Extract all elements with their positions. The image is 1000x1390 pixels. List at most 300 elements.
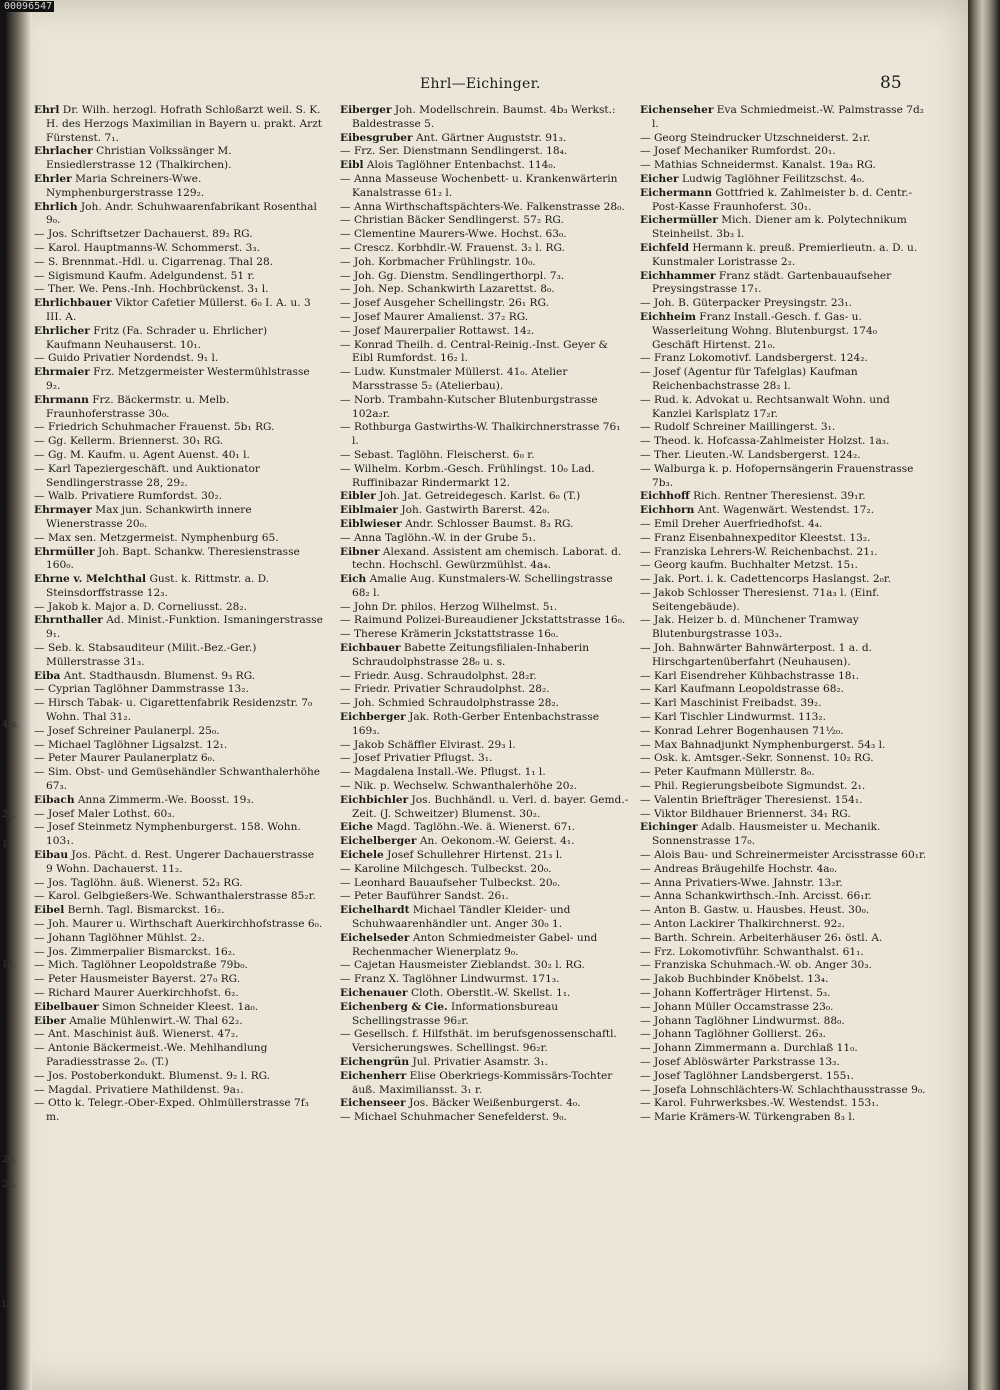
entry-details: — Johann Kofferträger Hirtenst. 5₃. [640, 987, 831, 999]
directory-entry [640, 518, 927, 532]
entry-details: — Franziska Schuhmach.-W. ob. Anger 30₃. [640, 959, 872, 972]
entry-details: — Johann Zimmermann a. Durchlaß 11₀. [640, 1042, 858, 1055]
entry-details: — Friedrich Schuhmacher Frauenst. 5b₁ RG. [34, 421, 275, 434]
entry-details: Fritz (Fa. Schrader u. Ehrlicher) Kaufmann Neuhauserst. 10₁. [46, 324, 268, 351]
entry-details: — Guido Privatier Nordendst. 9₁ l. [34, 352, 219, 365]
entry-surname: Ehrlacher [34, 145, 93, 158]
entry-surname: Eichheim [640, 310, 696, 323]
directory-entry [340, 297, 630, 311]
entry-details: — Karl Eisendreher Kühbachstrasse 18₁. [640, 669, 860, 682]
entry-details: — Max sen. Metzgermeist. Nymphenburg 65. [34, 531, 279, 544]
entry-surname: Eibesgruber [340, 131, 413, 144]
directory-entry [640, 159, 927, 173]
entry-details: — Karol. Fuhrwerksbes.-W. Westendst. 153₁. [640, 1097, 879, 1110]
entry-details: Informationsbureau Schellingstrasse 96₂r. [352, 1000, 559, 1027]
directory-entry [34, 601, 324, 615]
entry-details: — Raimund Polizei-Bureaudiener Jckstattstrasse 16₀. [340, 614, 626, 627]
directory-entry [340, 132, 630, 146]
directory-entry [340, 642, 630, 670]
entry-details: — Hirsch Tabak- u. Cigarettenfabrik Residenzstr. 7₀ Wohn. Thal 31₂. [34, 697, 313, 724]
directory-entry [640, 104, 927, 132]
entry-surname: Eichbauer [340, 642, 401, 655]
entry-details: — Josef Mechaniker Rumfordst. 20₁. [640, 145, 836, 158]
entry-surname: Eiberger [340, 104, 392, 116]
entry-surname: Eichermüller [640, 214, 718, 227]
entry-details: — Josef Maurer Amalienst. 37₂ RG. [340, 310, 529, 323]
entry-details: — Karl Kaufmann Leopoldstrasse 68₂. [640, 683, 845, 696]
entry-details: — Ludw. Kunstmaler Müllerst. 41₀. Atelier Marsstrasse 5₂ (Atelierbau). [340, 366, 568, 392]
directory-entry [640, 366, 927, 394]
directory-entry [34, 104, 324, 145]
entry-details: — Phil. Regierungsbeibote Sigmundst. 2₁. [640, 780, 866, 793]
directory-entry [340, 932, 630, 960]
directory-entry [640, 504, 927, 518]
directory-entry [640, 752, 927, 766]
directory-entry [340, 449, 630, 463]
entry-surname: Eichenberg & Cie. [340, 1000, 448, 1013]
entry-details: Max jun. Schankwirth innere Wienerstrasse 20₀. [46, 504, 252, 530]
entry-surname: Eiche [340, 821, 373, 834]
entry-surname: Ehrmann [34, 393, 89, 406]
directory-entry [34, 1070, 324, 1084]
entry-details: Jos. Buchhändl. u. Verl. d. bayer. Gemd.-Zeit. (J. Schweitzer) Blumenst. 30₂. [352, 793, 629, 820]
entry-details: — Joh. Maurer u. Wirthschaft Auerkirchhofstrasse 6₀. [34, 918, 323, 931]
directory-entry [34, 325, 324, 353]
entry-details: Christian Volkssänger M. Ensiedlerstrasse 12 (Thalkirchen). [46, 145, 232, 172]
directory-entry [640, 559, 927, 573]
margin-fragment: 1. [2, 840, 11, 850]
entry-details: — Emil Dreher Auerfriedhofst. 4₄. [640, 517, 823, 530]
directory-entry [340, 159, 630, 173]
directory-entry [34, 283, 324, 297]
entry-details: Mich. Diener am k. Polytechnikum Steinheilst. 3b₃ l. [652, 214, 907, 241]
directory-entry [640, 766, 927, 780]
entry-details: — Gg. M. Kaufm. u. Agent Auenst. 40₁ l. [34, 448, 250, 461]
directory-entry [340, 601, 630, 615]
directory-entry [640, 877, 927, 891]
entry-details: Hermann k. preuß. Premierlieutn. a. D. u. Kunstmaler Loristrasse 2₂. [652, 241, 918, 268]
entry-details: — Magdalena Install.-We. Pflugst. 1₁ l. [340, 766, 546, 779]
directory-entry [640, 642, 927, 670]
entry-details: — Josef Steinmetz Nymphenburgerst. 158. Wohn. 103₁. [34, 821, 301, 848]
directory-entry [640, 311, 927, 352]
directory-entry [340, 1070, 630, 1098]
directory-entry [640, 187, 927, 215]
entry-details: — Jakob Schäffler Elvirast. 29₃ l. [340, 738, 516, 751]
entry-details: — John Dr. philos. Herzog Wilhelmst. 5₁. [340, 600, 558, 613]
entry-details: — Mathias Schneidermst. Kanalst. 19a₃ RG. [640, 159, 876, 172]
directory-entry [340, 863, 630, 877]
entry-details: Magd. Taglöhn.-We. ä. Wienerst. 67₁. [373, 821, 576, 834]
entry-details: Ant. Gärtner Auguststr. 91₃. [412, 131, 567, 144]
entry-details: — Anton Lackirer Thalkirchnerst. 92₂. [640, 918, 846, 931]
entry-details: — Joh. Korbmacher Frühlingstr. 10₀. [340, 255, 536, 268]
directory-entry [340, 1028, 630, 1056]
directory-entry [640, 1056, 927, 1070]
directory-entry [34, 421, 324, 435]
entry-surname: Eichenauer [340, 987, 408, 999]
directory-entry [340, 614, 630, 628]
entry-details: Anna Zimmerm.-We. Boosst. 19₃. [74, 793, 254, 806]
directory-entry [34, 1015, 324, 1029]
directory-entry [640, 421, 927, 435]
entry-details: — Jos. Schriftsetzer Dachauerst. 89₂ RG. [34, 228, 253, 241]
entry-surname: Eichberger [340, 711, 406, 724]
entry-details: — Konrad Theilh. d. Central-Reinig.-Inst. Geyer & Eibl Rumfordst. 16₂ l. [340, 338, 608, 365]
directory-entry [640, 1028, 927, 1042]
entry-details: Amalie Mühlenwirt.-W. Thal 62₂. [65, 1014, 243, 1027]
entry-details: — Georg Steindrucker Utzschneiderst. 2₁r. [640, 131, 871, 144]
directory-entry [34, 683, 324, 697]
directory-entry [640, 449, 927, 463]
entry-details: — Jakob Schlosser Theresienst. 71a₃ l. (Einf. Seitengebäude). [640, 586, 880, 613]
entry-details: — Franz Lokomotivf. Landsbergerst. 124₂. [640, 352, 868, 365]
directory-entry [640, 242, 927, 270]
directory-entry [340, 463, 630, 491]
entry-surname: Eichfeld [640, 241, 689, 254]
directory-entry [340, 959, 630, 973]
directory-entry [34, 821, 324, 849]
directory-entry [34, 1084, 324, 1098]
directory-entry [34, 614, 324, 642]
directory-entry [640, 270, 927, 298]
directory-entry [340, 573, 630, 601]
entry-details: — Peter Bauführer Sandst. 26₁. [340, 890, 509, 903]
entry-details: — Johann Müller Occamstrasse 23₀. [640, 1000, 834, 1013]
directory-entry [34, 1028, 324, 1042]
entry-details: Eva Schmiedmeist.-W. Palmstrasse 7d₂ l. [652, 104, 924, 130]
entry-surname: Ehrlicher [34, 324, 90, 337]
directory-entry [640, 918, 927, 932]
directory-entry [640, 394, 927, 422]
directory-entry [34, 725, 324, 739]
entry-details: Ad. Minist.-Funktion. Ismaningerstrasse 9₁. [46, 614, 323, 641]
directory-entry [640, 711, 927, 725]
column-3 [640, 104, 927, 1374]
directory-entry [340, 504, 630, 518]
entry-details: — Johann Taglöhner Gollierst. 26₃. [640, 1028, 827, 1041]
entry-details: Jos. Bäcker Weißenburgerst. 4₀. [405, 1097, 581, 1110]
entry-details: — Joh. B. Güterpacker Preysingstr. 23₁. [640, 297, 852, 310]
directory-entry [640, 614, 927, 642]
entry-details: — Rudolf Schreiner Maillingerst. 3₁. [640, 421, 836, 434]
entry-surname: Eichhammer [640, 269, 716, 282]
directory-entry [640, 1084, 927, 1098]
margin-fragment: L. [2, 1300, 11, 1310]
entry-details: Alois Taglöhner Entenbachst. 114₀. [363, 159, 556, 172]
entry-details: — Seb. k. Stabsauditeur (Milit.-Bez.-Ger.) Müllerstrasse 31₃. [34, 642, 257, 668]
directory-entry [340, 711, 630, 739]
directory-entry [640, 670, 927, 684]
entry-details: Jos. Pächt. d. Rest. Ungerer Dachauerstrasse 9 Wohn. Dachauerst. 11₂. [46, 849, 314, 875]
entry-details: Ludwig Taglöhner Feilitzschst. 4₀. [678, 172, 865, 185]
entry-surname: Ehrnthaller [34, 614, 103, 627]
directory-entry [340, 145, 630, 159]
directory-entry [34, 532, 324, 546]
directory-entry [34, 808, 324, 822]
directory-entry [34, 366, 324, 394]
directory-entry [34, 573, 324, 601]
entry-surname: Eibach [34, 793, 75, 806]
entry-details: — Crescz. Korbhdlr.-W. Frauenst. 3₂ l. RG. [340, 241, 565, 254]
entry-details: — Josef Maler Lothst. 60₃. [34, 807, 175, 820]
entry-details: — Friedr. Ausg. Schraudolphst. 28₂r. [340, 669, 537, 682]
directory-entry [340, 766, 630, 780]
entry-details: — Osk. k. Amtsger.-Sekr. Sonnenst. 10₂ RG. [640, 752, 874, 765]
directory-entry [34, 849, 324, 877]
entry-surname: Eichengrün [340, 1055, 410, 1068]
entry-surname: Eibelbauer [34, 1000, 99, 1013]
entry-details: — Norb. Trambahn-Kutscher Blutenburgstrasse 102a₂r. [340, 393, 598, 420]
entry-details: — Peter Hausmeister Bayerst. 27₀ RG. [34, 973, 241, 986]
directory-entry [340, 1056, 630, 1070]
entry-details: — Konrad Lehrer Bogenhausen 71½₀. [640, 724, 844, 737]
entry-details: — Karol. Hauptmanns-W. Schommerst. 3₃. [34, 241, 260, 254]
entry-details: Jul. Privatier Asamstr. 3₁. [409, 1055, 549, 1068]
entry-surname: Eichele [340, 849, 384, 862]
directory-entry [640, 697, 927, 711]
entry-details: — Joh. Bahnwärter Bahnwärterpost. 1 a. d. Hirschgartenüberfahrt (Neuhausen). [640, 642, 872, 668]
directory-entry [34, 918, 324, 932]
entry-details: — Josef (Agentur für Tafelglas) Kaufman Reichenbachstrasse 28₂ l. [640, 366, 858, 392]
directory-entry [640, 145, 927, 159]
entry-surname: Eiblwieser [340, 517, 402, 530]
directory-entry [340, 256, 630, 270]
entry-details: — Joh. Gg. Dienstm. Sendlingerthorpl. 7₃. [340, 269, 565, 282]
directory-entry [34, 1001, 324, 1015]
entry-details: Bernh. Tagl. Bismarckst. 16₂. [64, 904, 225, 917]
entry-details: — Max Bahnadjunkt Nymphenburgerst. 54₃ l. [640, 738, 886, 751]
entry-details: — Anna Schankwirthsch.-Inh. Arcisst. 66₁r. [640, 890, 872, 903]
directory-entry [34, 435, 324, 449]
entry-details: Franz städt. Gartenbauaufseher Preysingstrasse 17₁. [652, 269, 892, 296]
entry-details: Amalie Aug. Kunstmalers-W. Schellingstrasse 68₂ l. [352, 573, 613, 599]
entry-details: — Jos. Zimmerpalier Bismarckst. 16₂. [34, 945, 236, 958]
entry-details: — Josef Taglöhner Landsbergerst. 155₁. [640, 1069, 854, 1082]
entry-details: Elise Oberkriegs-Kommissärs-Tochter äuß. Maximiliansst. 3₁ r. [352, 1069, 613, 1096]
directory-entry [640, 1097, 927, 1111]
directory-entry [640, 435, 927, 449]
directory-entry [640, 794, 927, 808]
entry-surname: Eichenseher [640, 104, 714, 116]
directory-entry [340, 904, 630, 932]
directory-entry [640, 973, 927, 987]
directory-entry [340, 325, 630, 339]
directory-entry [34, 463, 324, 491]
directory-entry [340, 283, 630, 297]
entry-surname: Eibl [340, 159, 364, 172]
directory-entry [34, 932, 324, 946]
directory-entry [34, 959, 324, 973]
entry-details: — Sim. Obst- und Gemüsehändler Schwanthalerhöhe 67₃. [34, 766, 321, 793]
directory-entry [34, 173, 324, 201]
entry-details: — Theod. k. Hofcassa-Zahlmeister Holzst. 1a₃. [640, 435, 890, 448]
entry-details: — Georg kaufm. Buchhalter Metzst. 15₁. [640, 559, 858, 572]
entry-details: — Jakob k. Major a. D. Corneliusst. 28₂. [34, 600, 247, 613]
entry-surname: Eichinger [640, 821, 698, 834]
entry-details: — Jos. Taglöhn. äuß. Wienerst. 52₃ RG. [34, 876, 243, 889]
directory-entry [340, 339, 630, 367]
directory-entry [340, 739, 630, 753]
directory-entry [340, 490, 630, 504]
entry-details: — Andreas Bräugehilfe Hochstr. 4a₀. [640, 862, 838, 875]
entry-details: Joh. Modellschrein. Baumst. 4b₃ Werkst.: Baldestrasse 5. [352, 104, 616, 130]
entry-details: — Walb. Privatiere Rumfordst. 30₂. [34, 490, 223, 503]
entry-surname: Ehrlichbauer [34, 297, 112, 310]
entry-details: — Michael Taglöhner Ligsalzst. 12₁. [34, 738, 228, 751]
directory-entry [640, 1111, 927, 1125]
directory-entry [34, 297, 324, 325]
entry-details: — Christian Bäcker Sendlingerst. 57₂ RG. [340, 214, 564, 227]
directory-entry [340, 835, 630, 849]
directory-entry [34, 739, 324, 753]
directory-entry [340, 780, 630, 794]
directory-entry [640, 1042, 927, 1056]
entry-details: — Sebast. Taglöhn. Fleischerst. 6₀ r. [340, 448, 535, 461]
margin-fragment: 4m. [2, 720, 20, 730]
directory-entry [340, 821, 630, 835]
entry-details: — Anna Wirthschaftspächters-We. Falkenstrasse 28₀. [340, 200, 625, 213]
directory-entry [34, 270, 324, 284]
directory-entry [640, 849, 927, 863]
entry-details: Joh. Gastwirth Barerst. 42₀. [397, 504, 550, 517]
entry-details: — Ant. Maschinist äuß. Wienerst. 47₂. [34, 1028, 239, 1041]
directory-entry [340, 532, 630, 546]
entry-details: — Leonhard Bauaufseher Tulbeckst. 20₀. [340, 876, 561, 889]
directory-entry [640, 959, 927, 973]
entry-details: Frz. Metzgermeister Westermühlstrasse 9₂. [46, 366, 310, 392]
entry-surname: Eichelseder [340, 931, 410, 944]
entry-details: — S. Brennmat.-Hdl. u. Cigarrenag. Thal 28. [34, 255, 274, 268]
directory-entry [340, 228, 630, 242]
entry-details: — Otto k. Telegr.-Ober-Exped. Ohlmüllerstrasse 7f₃ m. [34, 1097, 309, 1124]
directory-entry [34, 242, 324, 256]
entry-details: — Sigismund Kaufm. Adelgundenst. 51 r. [34, 269, 255, 282]
entry-details: — Nik. p. Wechselw. Schwanthalerhöhe 20₂. [340, 780, 578, 793]
entry-details: Joh. Jat. Getreidegesch. Karlst. 6₀ (T.) [375, 490, 581, 503]
directory-entry [640, 297, 927, 311]
entry-details: Ant. Stadthausdn. Blumenst. 9₃ RG. [60, 669, 256, 682]
directory-entry [640, 932, 927, 946]
entry-details: Josef Schullehrer Hirtenst. 21₃ l. [383, 849, 563, 862]
entry-surname: Eibner [340, 545, 380, 558]
entry-details: — Clementine Maurers-Wwe. Hochst. 63₀. [340, 228, 567, 241]
entry-details: Viktor Cafetier Müllerst. 6₀ I. A. u. 3 III. A. [46, 297, 311, 323]
directory-entry [34, 546, 324, 574]
directory-entry [340, 311, 630, 325]
margin-fragment: 24. [2, 1180, 17, 1190]
entry-details: Cloth. Oberstlt.-W. Skellst. 1₁. [407, 987, 571, 999]
entry-details: — Ther. Lieuten.-W. Landsbergerst. 124₂. [640, 448, 861, 461]
entry-details: — Frz. Lokomotivführ. Schwanthalst. 61₁. [640, 945, 864, 958]
entry-details: — Rothburga Gastwirths-W. Thalkirchnerstrasse 76₁ l. [340, 421, 621, 448]
directory-entry [640, 1015, 927, 1029]
directory-entry [640, 352, 927, 366]
directory-entry [34, 697, 324, 725]
entry-surname: Ehrne v. Melchthal [34, 573, 147, 586]
entry-details: — Franz X. Taglöhner Lindwurmst. 171₃. [340, 973, 560, 986]
entry-surname: Eiber [34, 1014, 66, 1027]
entry-details: — Cyprian Taglöhner Dammstrasse 13₂. [34, 683, 249, 696]
directory-entry [34, 946, 324, 960]
directory-entry [640, 739, 927, 753]
entry-details: — Josef Privatier Pflugst. 3₁. [340, 752, 493, 765]
entry-details: — Josef Ablöswärter Parkstrasse 13₃. [640, 1055, 840, 1068]
entry-details: Simon Schneider Kleest. 1a₀. [98, 1000, 259, 1013]
margin-fragment: 21. [2, 810, 17, 820]
directory-entry [34, 1042, 324, 1070]
directory-entry [640, 532, 927, 546]
directory-entry [34, 877, 324, 891]
entry-details: — Jak. Heizer b. d. Münchener Tramway Blutenburgstrasse 103₃. [640, 614, 859, 641]
running-header: Ehrl—Eichinger. [420, 76, 541, 92]
entry-details: — Friedr. Privatier Schraudolphst. 28₂. [340, 683, 550, 696]
entry-details: Rich. Rentner Theresienst. 39₁r. [689, 490, 866, 503]
entry-surname: Eiblmaier [340, 504, 398, 517]
entry-details: — Jos. Postoberkondukt. Blumenst. 9₂ l. RG. [34, 1069, 271, 1082]
directory-entry [34, 642, 324, 670]
entry-details: — Viktor Bildhauer Briennerst. 34₁ RG. [640, 807, 851, 820]
entry-details: — Magdal. Privatiere Mathildenst. 9a₁. [34, 1083, 244, 1096]
entry-details: Babette Zeitungsfilialen-Inhaberin Schraudolphstrasse 28₀ u. s. [352, 642, 590, 668]
entry-details: — Karl Tischler Lindwurmst. 113₂. [640, 711, 827, 724]
entry-details: — Johann Taglöhner Mühlst. 2₂. [34, 931, 205, 944]
directory-entry [34, 256, 324, 270]
directory-entry [640, 490, 927, 504]
directory-entry [340, 683, 630, 697]
directory-entry [340, 270, 630, 284]
entry-details: — Marie Krämers-W. Türkengraben 8₃ l. [640, 1111, 856, 1124]
entry-surname: Ehrmüller [34, 545, 95, 558]
entry-details: — Anna Masseuse Wochenbett- u. Krankenwärterin Kanalstrasse 61₂ l. [340, 172, 618, 199]
entry-details: — Ther. We. Pens.-Inh. Hochbrückenst. 3₁ l. [34, 283, 269, 296]
entry-surname: Ehrl [34, 104, 60, 116]
entry-details: — Josef Maurerpalier Rottawst. 14₂. [340, 324, 535, 337]
directory-entry [340, 546, 630, 574]
directory-entry [34, 987, 324, 1001]
directory-entry [640, 890, 927, 904]
directory-entry [640, 1001, 927, 1015]
directory-entry [340, 518, 630, 532]
entry-surname: Eichelberger [340, 835, 417, 848]
directory-entry [34, 752, 324, 766]
directory-entry [34, 394, 324, 422]
entry-details: Maria Schreiners-Wwe. Nymphenburgerstrasse 129₂. [46, 172, 205, 199]
directory-entry [340, 242, 630, 256]
entry-details: Adalb. Hausmeister u. Mechanik. Sonnenstrasse 17₀. [652, 821, 881, 848]
entry-details: — Johann Taglöhner Lindwurmst. 88₀. [640, 1014, 845, 1027]
entry-surname: Eichhorn [640, 504, 695, 517]
entry-details: — Frz. Ser. Dienstmann Sendlingerst. 18₄. [340, 145, 568, 158]
entry-surname: Eichbichler [340, 793, 409, 806]
entry-details: — Joh. Schmied Schraudolphstrasse 28₂. [340, 697, 560, 710]
entry-details: — Rud. k. Advokat u. Rechtsanwalt Wohn. und Kanzlei Karlsplatz 17₂r. [640, 393, 890, 420]
entry-details: Gottfried k. Zahlmeister b. d. Centr.-Post-Kasse Fraunhoferst. 30₁. [652, 186, 913, 213]
directory-entry [340, 214, 630, 228]
directory-entry [640, 987, 927, 1001]
entry-details: — Peter Kaufmann Müllerstr. 8₀. [640, 766, 815, 779]
entry-details: Ant. Wagenwärt. Westendst. 17₂. [694, 504, 875, 517]
directory-entry [340, 1097, 630, 1111]
entry-surname: Eichelhardt [340, 904, 410, 917]
entry-surname: Ehrler [34, 172, 72, 185]
directory-entry [340, 421, 630, 449]
directory-entry [34, 904, 324, 918]
page-number: 85 [880, 73, 902, 93]
entry-details: — Cajetan Hausmeister Zieblandst. 30₂ l. RG. [340, 959, 585, 972]
directory-entry [340, 794, 630, 822]
entry-surname: Eibau [34, 849, 69, 862]
